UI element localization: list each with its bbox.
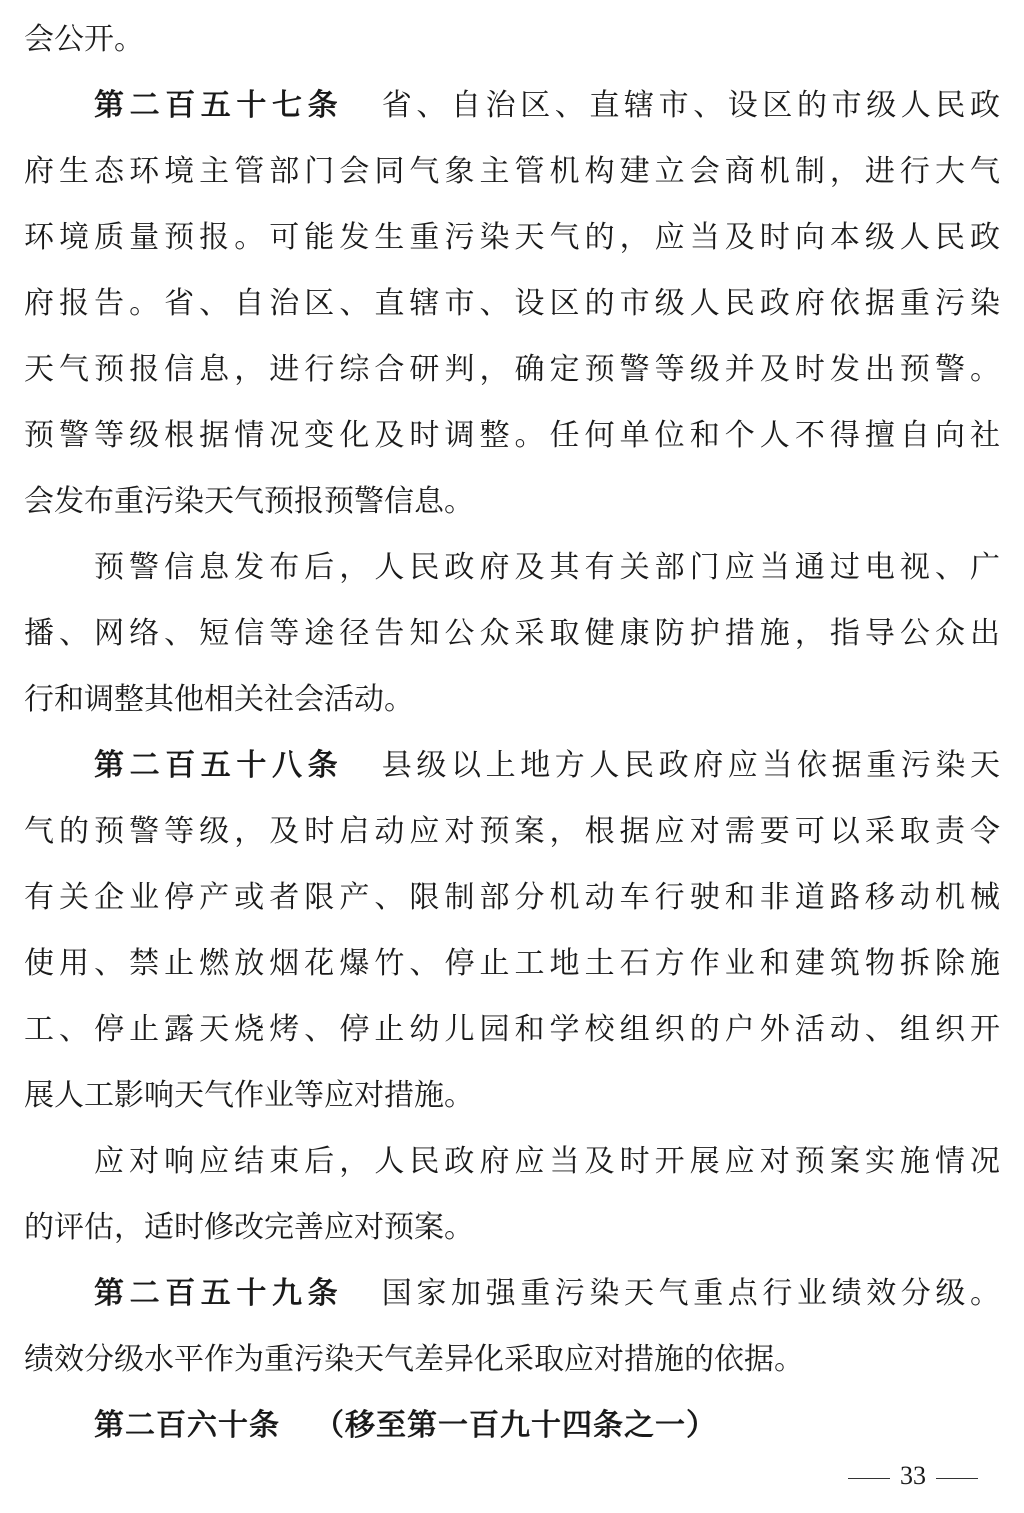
article-heading: 第二百五十七条 [94,88,344,123]
text-line: 的评估，适时修改完善应对预案。 [24,1210,474,1245]
article-258-line [24,733,1000,799]
text-line: 天气预报信息，进行综合研判，确定预警等级并及时发出预警。 [24,352,1000,387]
text-line: 气的预警等级，及时启动应对预案，根据应对需要可以采取责令 [24,814,1000,849]
document-page [24,0,1000,1459]
dash-right [936,1478,978,1479]
dash-left [848,1478,890,1479]
page-footer [0,1446,1024,1506]
text-line: 会发布重污染天气预报预警信息。 [24,484,474,519]
text-line: 府报告。省、自治区、直辖市、设区的市级人民政府依据重污染 [24,286,1000,321]
text-line: 预警等级根据情况变化及时调整。任何单位和个人不得擅自向社 [24,418,1000,453]
article-text: 省、自治区、直辖市、设区的市级人民政 [377,88,1001,123]
paragraph-line: 预警信息发布后，人民政府及其有关部门应当通过电视、广 [94,550,1000,585]
text-line: 行和调整其他相关社会活动。 [24,682,414,717]
text-line: 会公开。 [24,22,144,57]
page-number: 33 [900,1461,926,1490]
page-number-wrap [838,1461,988,1490]
text-line: 工、停止露天烧烤、停止幼儿园和学校组织的户外活动、组织开 [24,1012,1000,1047]
text-line: 绩效分级水平作为重污染天气差异化采取应对措施的依据。 [24,1342,804,1377]
article-text: 国家加强重污染天气重点行业绩效分级。 [377,1276,1001,1311]
text-line: 府生态环境主管部门会同气象主管机构建立会商机制，进行大气 [24,154,1000,189]
text-line: 播、网络、短信等途径告知公众采取健康防护措施，指导公众出 [24,616,1000,651]
article-259-line [24,1261,1000,1327]
article-heading: 第二百五十八条 [94,748,344,783]
article-heading: 第二百六十条 [94,1408,280,1443]
article-text: 县级以上地方人民政府应当依据重污染天 [377,748,1001,783]
paragraph-line: 应对响应结束后，人民政府应当及时开展应对预案实施情况 [94,1144,1000,1179]
article-heading: 第二百五十九条 [94,1276,344,1311]
article-257-line [24,73,1000,139]
text-line: 环境质量预报。可能发生重污染天气的，应当及时向本级人民政 [24,220,1000,255]
text-line: 使用、禁止燃放烟花爆竹、停止工地土石方作业和建筑物拆除施 [24,946,1000,981]
text-line: 有关企业停产或者限产、限制部分机动车行驶和非道路移动机械 [24,880,1000,915]
article-text: （移至第一百九十四条之一） [314,1408,717,1443]
text-line: 展人工影响天气作业等应对措施。 [24,1078,474,1113]
